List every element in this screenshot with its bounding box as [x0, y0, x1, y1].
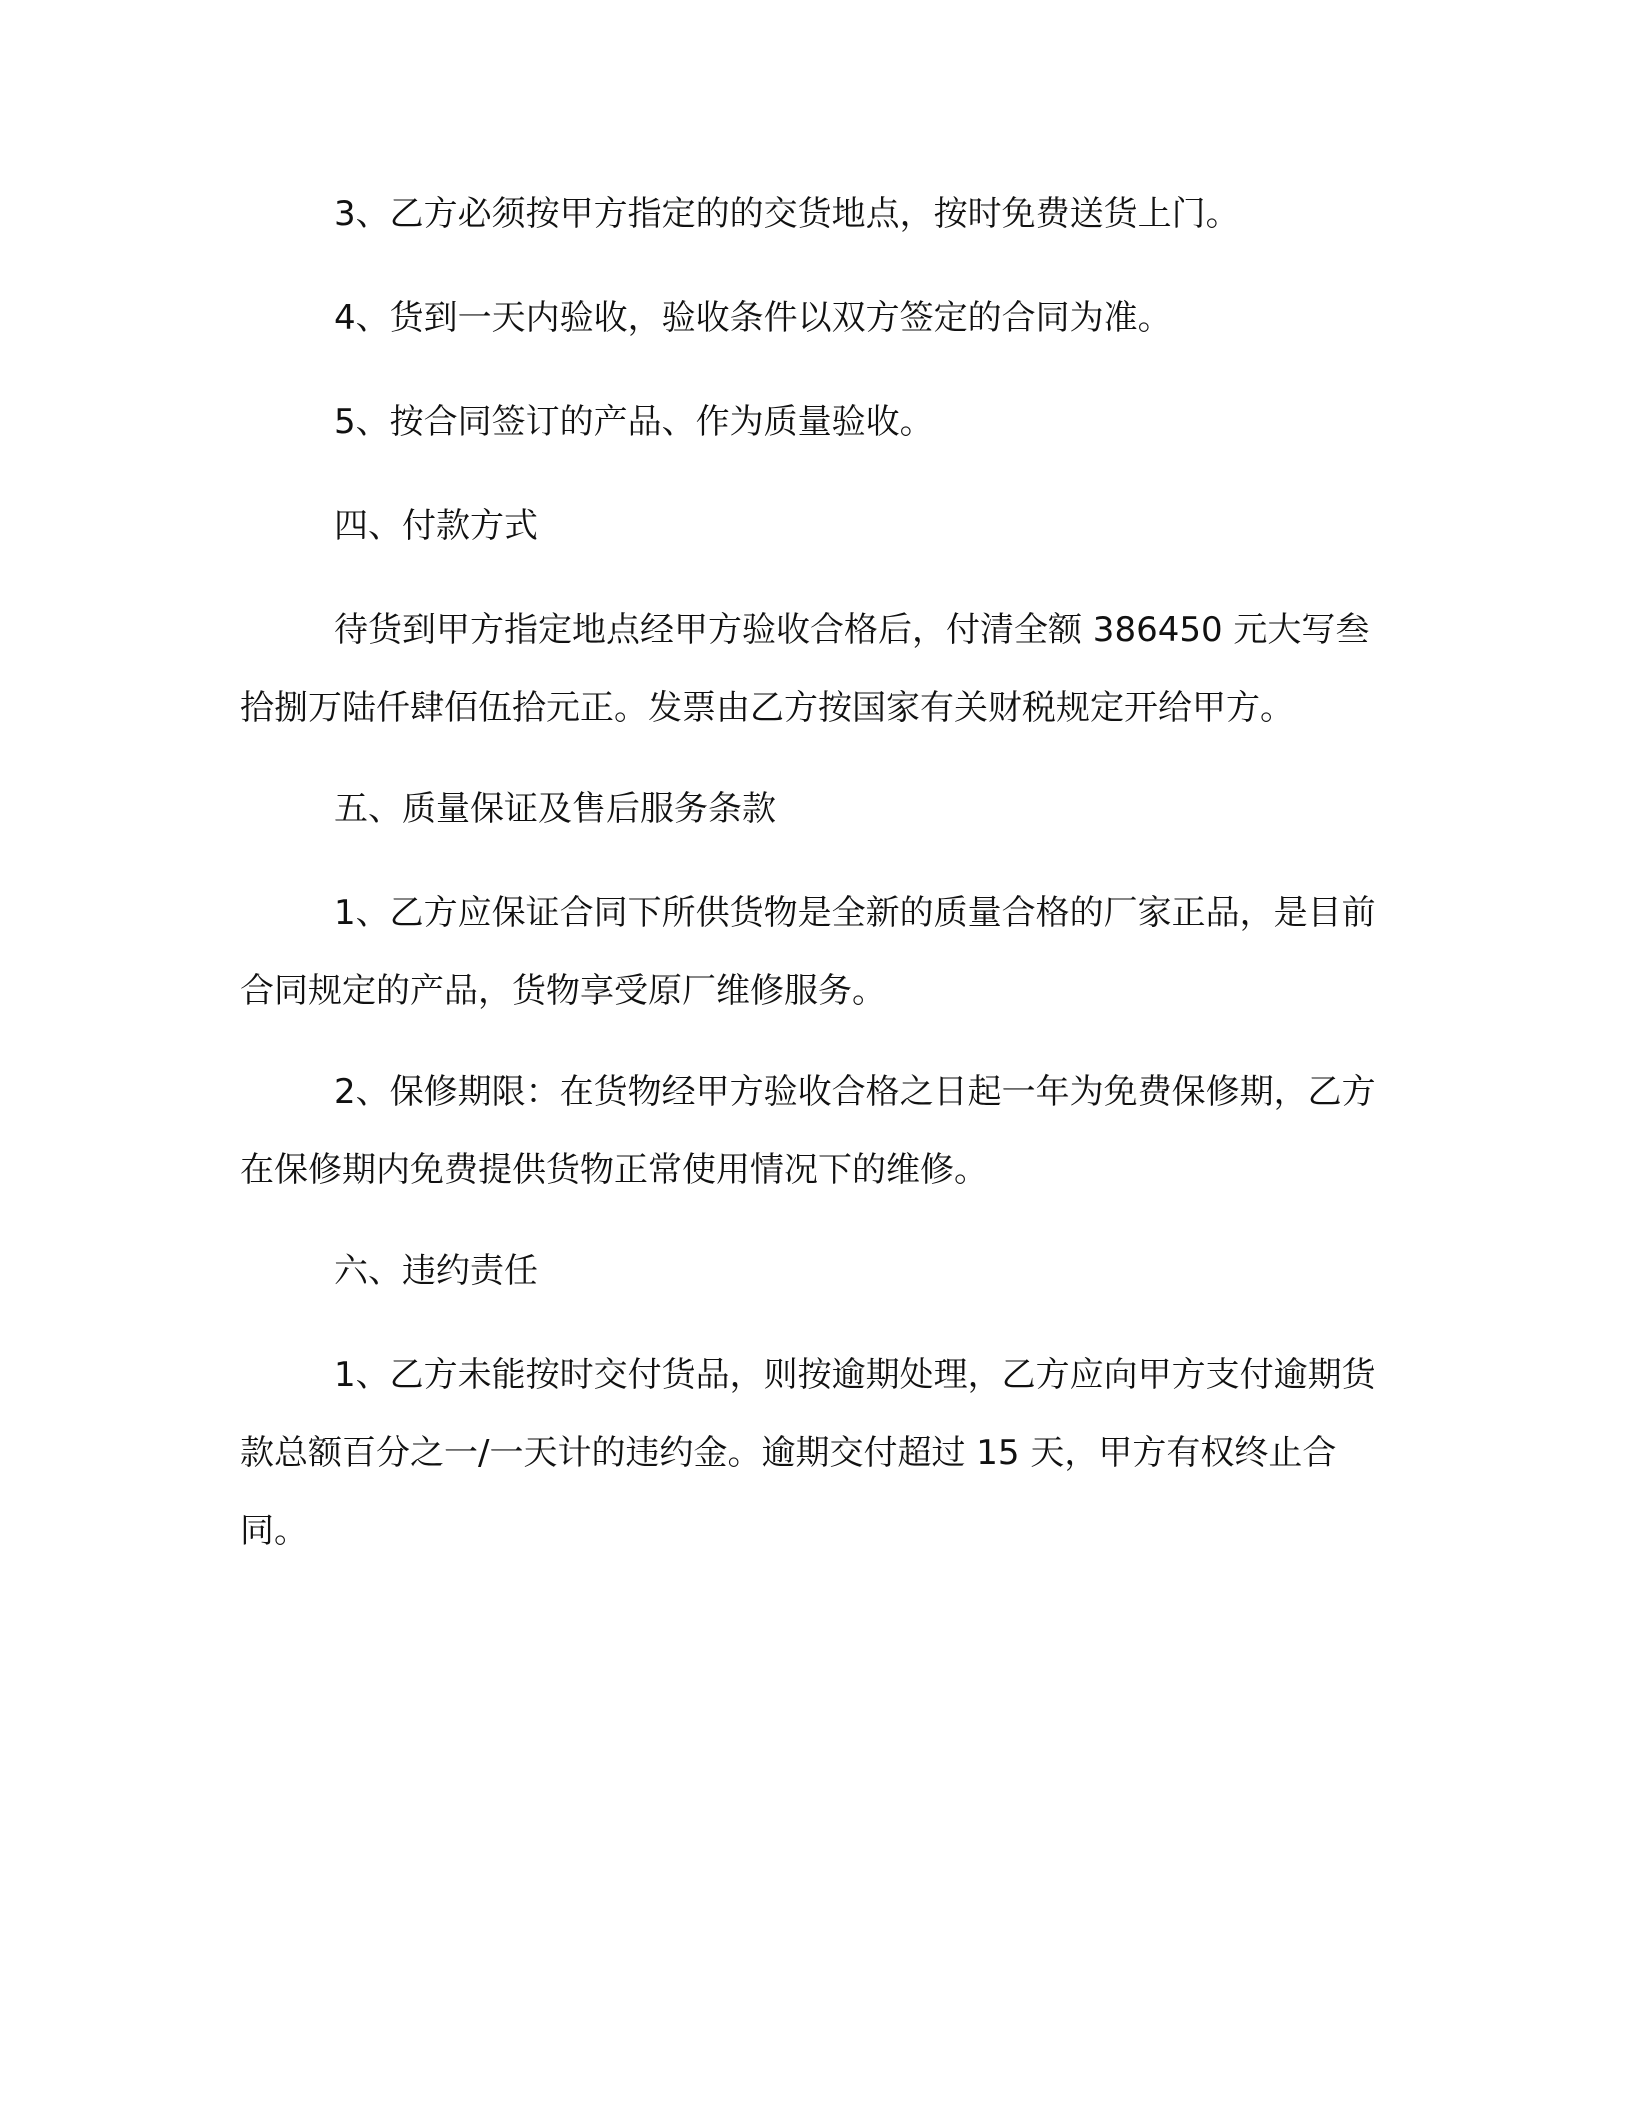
clause-5-quality-acceptance: 5、按合同签订的产品、作为质量验收。: [334, 402, 934, 442]
section-heading-payment: 四、付款方式: [334, 506, 538, 546]
liability-clause-1: 1、乙方未能按时交付货品，则按逾期处理，乙方应向甲方支付逾期货款总额百分之一/一天计的违约金。逾期交付超过 15 天，甲方有权终止合同。: [240, 1355, 1376, 1551]
section-heading-liability: 六、违约责任: [334, 1251, 538, 1291]
warranty-clause-1: 1、乙方应保证合同下所供货物是全新的质量合格的厂家正品，是目前合同规定的产品，货物享受原厂维修服务。: [240, 893, 1376, 1011]
clause-3-delivery: 3、乙方必须按甲方指定的的交货地点，按时免费送货上门。: [334, 194, 1240, 234]
payment-terms: 待货到甲方指定地点经甲方验收合格后，付清全额 386450 元大写叁拾捌万陆仟肆佰伍拾元正。发票由乙方按国家有关财税规定开给甲方。: [240, 610, 1370, 728]
clause-4-inspection: 4、货到一天内验收，验收条件以双方签定的合同为准。: [334, 298, 1172, 338]
warranty-clause-2: 2、保修期限：在货物经甲方验收合格之日起一年为免费保修期，乙方在保修期内免费提供货物正常使用情况下的维修。: [240, 1072, 1376, 1190]
document-body: [240, 192, 1380, 1610]
section-heading-warranty: 五、质量保证及售后服务条款: [334, 789, 776, 829]
